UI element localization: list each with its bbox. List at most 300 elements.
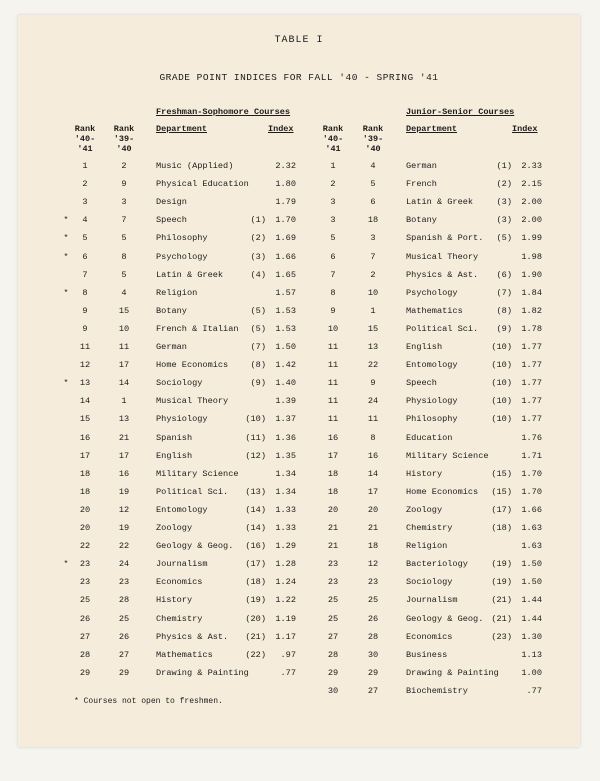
junior-index: 1.70: [521, 486, 542, 497]
freshman-department: Mathematics: [156, 649, 213, 660]
freshman-rank-number: (9): [250, 378, 266, 389]
freshman-rank-number: (20): [245, 613, 266, 624]
junior-rank-39-40: 26: [367, 613, 379, 624]
junior-department: Chemistry: [406, 523, 453, 533]
junior-rank-40-41: 11: [327, 360, 339, 371]
freshman-rank-39-40: 13: [118, 414, 130, 425]
junior-department: Drawing & Painting: [406, 667, 499, 678]
junior-index: 1.63: [521, 523, 542, 533]
junior-index: 1.77: [521, 360, 542, 371]
freshman-index: 1.69: [275, 233, 296, 244]
junior-rank-39-40: 10: [367, 287, 379, 298]
left-header-index: Index: [268, 124, 294, 134]
freshman-rank-40-41: 1: [82, 161, 88, 171]
freshman-rank-39-40: 17: [118, 360, 130, 371]
left-section-heading: Freshman-Sophomore Courses: [156, 107, 291, 117]
freshman-department: Economics: [156, 577, 203, 588]
freshman-rank-40-41: 25: [79, 595, 91, 606]
junior-rank-39-40: 3: [370, 233, 376, 244]
junior-rank-number: (19): [491, 559, 512, 570]
freshman-index: 1.37: [275, 414, 296, 425]
freshman-rank-40-41: 6: [82, 251, 88, 262]
footnote: * Courses not open to freshmen.: [74, 697, 223, 706]
junior-department: Political Sci.: [406, 323, 479, 334]
junior-index: 1.78: [521, 323, 542, 334]
junior-department: French: [406, 179, 437, 190]
junior-rank-39-40: 27: [367, 685, 379, 696]
junior-rank-number: (9): [496, 323, 512, 334]
freshman-rank-40-41: 23: [79, 577, 91, 588]
freshman-index: 1.28: [275, 559, 296, 570]
junior-department: Biochemistry: [406, 685, 468, 696]
junior-department: Geology & Geog.: [406, 613, 484, 624]
freshman-department: Spanish: [156, 432, 193, 443]
freshman-rank-number: (7): [250, 342, 266, 352]
freshman-department: Latin & Greek: [156, 269, 224, 280]
junior-index: 1.77: [521, 396, 542, 407]
freshman-index: 1.53: [275, 305, 296, 316]
junior-rank-40-41: 30: [327, 685, 339, 696]
freshman-department: History: [156, 595, 193, 606]
freshman-index: 1.36: [275, 432, 296, 443]
junior-rank-40-41: 3: [330, 215, 336, 226]
junior-department: Botany: [406, 215, 437, 226]
junior-rank-40-41: 6: [330, 251, 336, 262]
freshman-rank-40-41: 3: [82, 197, 88, 208]
junior-rank-39-40: 1: [370, 305, 376, 316]
freshman-department: Zoology: [156, 523, 193, 533]
junior-index: 1.66: [521, 504, 542, 515]
junior-department: Physics & Ast.: [406, 269, 479, 280]
junior-rank-40-41: 29: [327, 667, 339, 678]
freshman-rank-39-40: 24: [118, 559, 130, 570]
freshman-rank-number: (2): [250, 233, 266, 244]
junior-index: 1.90: [521, 269, 542, 280]
junior-rank-39-40: 20: [367, 504, 379, 515]
junior-department: German: [406, 161, 437, 171]
freshman-index: 1.80: [275, 179, 296, 190]
freshman-rank-40-41: 8: [82, 287, 88, 298]
freshman-rank-40-41: 23: [79, 559, 91, 570]
junior-rank-39-40: 16: [367, 450, 379, 461]
freshman-rank-40-41: 27: [79, 631, 91, 642]
junior-rank-number: (10): [491, 360, 512, 371]
junior-rank-40-41: 8: [330, 287, 336, 298]
junior-rank-39-40: 22: [367, 360, 379, 371]
right-header-rank-39-40: Rank '39- '40: [362, 124, 384, 154]
freshman-rank-40-41: 18: [79, 486, 91, 497]
junior-rank-39-40: 18: [367, 215, 379, 226]
freshman-index: 1.24: [275, 577, 296, 588]
junior-rank-number: (3): [496, 197, 512, 208]
junior-rank-40-41: 3: [330, 197, 336, 208]
right-header-rank-40-41: Rank '40- '41: [322, 124, 344, 154]
junior-rank-number: (21): [491, 613, 512, 624]
junior-rank-39-40: 28: [367, 631, 379, 642]
freshman-rank-40-41: 26: [79, 613, 91, 624]
freshman-course-star: *: [63, 287, 69, 298]
junior-department: Zoology: [406, 504, 443, 515]
freshman-rank-39-40: 10: [118, 323, 130, 334]
freshman-rank-39-40: 26: [118, 631, 130, 642]
freshman-rank-40-41: 7: [82, 269, 88, 280]
junior-index: 1.50: [521, 577, 542, 588]
junior-rank-number: (3): [496, 215, 512, 226]
freshman-rank-39-40: 17: [118, 450, 130, 461]
junior-rank-39-40: 17: [367, 486, 379, 497]
freshman-index: 1.34: [275, 486, 296, 497]
freshman-index: 1.66: [275, 251, 296, 262]
freshman-rank-39-40: 5: [121, 233, 127, 244]
freshman-index: 1.19: [275, 613, 296, 624]
freshman-department: Physics & Ast.: [156, 631, 229, 642]
junior-department: Journalism: [406, 595, 458, 606]
freshman-department: Chemistry: [156, 613, 203, 624]
junior-rank-40-41: 21: [327, 541, 339, 552]
junior-rank-40-41: 18: [327, 468, 339, 479]
junior-index: 1.77: [521, 342, 542, 352]
junior-index: 1.00: [521, 667, 542, 678]
freshman-rank-number: (1): [250, 215, 266, 226]
freshman-rank-40-41: 20: [79, 504, 91, 515]
freshman-rank-number: (21): [245, 631, 266, 642]
junior-rank-40-41: 7: [330, 269, 336, 280]
junior-rank-39-40: 2: [370, 269, 376, 280]
junior-rank-39-40: 30: [367, 649, 379, 660]
junior-rank-40-41: 25: [327, 613, 339, 624]
freshman-rank-39-40: 29: [118, 667, 130, 678]
junior-rank-39-40: 5: [370, 179, 376, 190]
freshman-rank-39-40: 19: [118, 486, 130, 497]
junior-index: 1.76: [521, 432, 542, 443]
freshman-rank-40-41: 13: [79, 378, 91, 389]
junior-rank-40-41: 27: [327, 631, 339, 642]
freshman-rank-39-40: 25: [118, 613, 130, 624]
freshman-index: 1.17: [275, 631, 296, 642]
junior-rank-number: (6): [496, 269, 512, 280]
freshman-rank-40-41: 5: [82, 233, 88, 244]
junior-index: 1.50: [521, 559, 542, 570]
freshman-rank-40-41: 28: [79, 649, 91, 660]
junior-rank-39-40: 9: [370, 378, 376, 389]
freshman-rank-number: (22): [245, 649, 266, 660]
freshman-rank-number: (19): [245, 595, 266, 606]
freshman-index: 1.57: [275, 287, 296, 298]
freshman-rank-39-40: 19: [118, 523, 130, 533]
freshman-rank-40-41: 9: [82, 323, 88, 334]
freshman-department: Physical Education: [156, 179, 249, 190]
freshman-index: 1.35: [275, 450, 296, 461]
junior-rank-number: (15): [491, 486, 512, 497]
freshman-rank-40-41: 11: [79, 342, 91, 352]
freshman-course-star: *: [63, 233, 69, 244]
freshman-department: English: [156, 450, 193, 461]
junior-rank-39-40: 23: [367, 577, 379, 588]
junior-index: 1.13: [521, 649, 542, 660]
junior-rank-number: (10): [491, 378, 512, 389]
junior-rank-number: (19): [491, 577, 512, 588]
freshman-rank-40-41: 9: [82, 305, 88, 316]
freshman-rank-40-41: 14: [79, 396, 91, 407]
junior-department: Physiology: [406, 396, 458, 407]
junior-rank-39-40: 24: [367, 396, 379, 407]
junior-index: 2.00: [521, 215, 542, 226]
document-page: [18, 15, 580, 747]
freshman-rank-40-41: 2: [82, 179, 88, 190]
freshman-department: Musical Theory: [156, 396, 229, 407]
junior-rank-40-41: 21: [327, 523, 339, 533]
junior-department: Religion: [406, 541, 448, 552]
junior-department: Military Science: [406, 450, 489, 461]
freshman-department: Botany: [156, 305, 187, 316]
freshman-index: 2.32: [275, 161, 296, 171]
junior-rank-number: (21): [491, 595, 512, 606]
freshman-index: 1.39: [275, 396, 296, 407]
junior-rank-number: (18): [491, 523, 512, 533]
freshman-index: 1.33: [275, 523, 296, 533]
freshman-rank-39-40: 28: [118, 595, 130, 606]
right-header-department: Department: [406, 124, 458, 134]
junior-department: Mathematics: [406, 305, 463, 316]
freshman-rank-number: (17): [245, 559, 266, 570]
junior-rank-40-41: 11: [327, 414, 339, 425]
freshman-rank-40-41: 17: [79, 450, 91, 461]
freshman-rank-39-40: 8: [121, 251, 127, 262]
junior-index: 2.00: [521, 197, 542, 208]
freshman-course-star: *: [63, 378, 69, 389]
freshman-rank-40-41: 12: [79, 360, 91, 371]
junior-index: 1.77: [521, 414, 542, 425]
junior-rank-39-40: 14: [367, 468, 379, 479]
freshman-rank-number: (5): [250, 323, 266, 334]
left-header-department: Department: [156, 124, 208, 134]
junior-department: Speech: [406, 378, 437, 389]
junior-rank-number: (17): [491, 504, 512, 515]
freshman-index: 1.33: [275, 504, 296, 515]
freshman-department: Entomology: [156, 504, 208, 515]
junior-rank-39-40: 29: [367, 667, 379, 678]
junior-index: 1.44: [521, 595, 542, 606]
freshman-department: Design: [156, 197, 187, 208]
junior-rank-40-41: 11: [327, 342, 339, 352]
freshman-department: French & Italian: [156, 323, 239, 334]
junior-rank-number: (7): [496, 287, 512, 298]
junior-department: Economics: [406, 631, 453, 642]
freshman-department: Political Sci.: [156, 486, 229, 497]
junior-department: History: [406, 468, 443, 479]
junior-rank-number: (23): [491, 631, 512, 642]
junior-rank-40-41: 23: [327, 559, 339, 570]
freshman-rank-40-41: 20: [79, 523, 91, 533]
junior-rank-number: (2): [496, 179, 512, 190]
junior-rank-40-41: 16: [327, 432, 339, 443]
freshman-rank-number: (4): [250, 269, 266, 280]
freshman-rank-39-40: 27: [118, 649, 130, 660]
junior-rank-40-41: 2: [330, 179, 336, 190]
freshman-rank-40-41: 4: [82, 215, 88, 226]
freshman-rank-39-40: 15: [118, 305, 130, 316]
table-subtitle: GRADE POINT INDICES FOR FALL '40 - SPRING '41: [159, 72, 439, 83]
freshman-rank-number: (10): [245, 414, 266, 425]
freshman-rank-39-40: 3: [121, 197, 127, 208]
right-section-heading: Junior-Senior Courses: [406, 107, 515, 117]
freshman-rank-39-40: 2: [121, 161, 127, 171]
junior-index: 2.33: [521, 161, 542, 171]
junior-rank-number: (15): [491, 468, 512, 479]
junior-department: Latin & Greek: [406, 197, 474, 208]
left-header-rank-39-40: Rank '39- '40: [113, 124, 135, 154]
junior-rank-number: (10): [491, 396, 512, 407]
freshman-course-star: *: [63, 215, 69, 226]
freshman-rank-number: (3): [250, 251, 266, 262]
junior-index: 1.84: [521, 287, 542, 298]
freshman-rank-number: (14): [245, 504, 266, 515]
junior-rank-39-40: 12: [367, 559, 379, 570]
freshman-department: Psychology: [156, 251, 208, 262]
freshman-rank-40-41: 29: [79, 667, 91, 678]
junior-index: .77: [526, 685, 542, 696]
freshman-department: Sociology: [156, 378, 203, 389]
freshman-course-star: *: [63, 251, 69, 262]
freshman-rank-39-40: 5: [121, 269, 127, 280]
freshman-department: Journalism: [156, 559, 208, 570]
junior-rank-39-40: 11: [367, 414, 379, 425]
freshman-department: Speech: [156, 215, 187, 226]
freshman-rank-number: (8): [250, 360, 266, 371]
freshman-rank-39-40: 1: [121, 396, 127, 407]
junior-rank-39-40: 6: [370, 197, 376, 208]
junior-rank-40-41: 10: [327, 323, 339, 334]
junior-rank-40-41: 20: [327, 504, 339, 515]
freshman-index: 1.65: [275, 269, 296, 280]
freshman-rank-39-40: 21: [118, 432, 130, 443]
freshman-rank-39-40: 14: [118, 378, 130, 389]
junior-index: 1.30: [521, 631, 542, 642]
freshman-department: Physiology: [156, 414, 208, 425]
junior-department: Psychology: [406, 287, 458, 298]
freshman-index: 1.34: [275, 468, 296, 479]
freshman-rank-39-40: 16: [118, 468, 130, 479]
freshman-rank-39-40: 7: [121, 215, 127, 226]
freshman-rank-40-41: 16: [79, 432, 91, 443]
junior-index: 1.71: [521, 450, 542, 461]
junior-index: 2.15: [521, 179, 542, 190]
freshman-department: Philosophy: [156, 233, 208, 244]
freshman-index: 1.53: [275, 323, 296, 334]
freshman-index: .77: [280, 667, 296, 678]
freshman-rank-number: (5): [250, 305, 266, 316]
junior-rank-40-41: 23: [327, 577, 339, 588]
right-header-index: Index: [512, 124, 538, 134]
junior-rank-number: (8): [496, 305, 512, 316]
junior-rank-40-41: 11: [327, 378, 339, 389]
junior-index: 1.98: [521, 251, 542, 262]
junior-index: 1.77: [521, 378, 542, 389]
junior-department: Education: [406, 432, 453, 443]
junior-rank-number: (1): [496, 161, 512, 171]
freshman-index: 1.29: [275, 541, 296, 552]
freshman-rank-39-40: 22: [118, 541, 130, 552]
freshman-rank-number: (18): [245, 577, 266, 588]
freshman-index: 1.42: [275, 360, 296, 371]
junior-rank-39-40: 8: [370, 432, 376, 443]
junior-rank-40-41: 11: [327, 396, 339, 407]
freshman-rank-number: (16): [245, 541, 266, 552]
junior-rank-40-41: 9: [330, 305, 336, 316]
left-header-rank-40-41: Rank '40- '41: [74, 124, 96, 154]
freshman-index: .97: [280, 649, 296, 660]
junior-index: 1.63: [521, 541, 542, 552]
junior-rank-number: (10): [491, 342, 512, 352]
junior-rank-40-41: 28: [327, 649, 339, 660]
freshman-index: 1.40: [275, 378, 296, 389]
junior-rank-39-40: 25: [367, 595, 379, 606]
junior-department: English: [406, 342, 443, 352]
freshman-index: 1.79: [275, 197, 296, 208]
freshman-rank-39-40: 9: [121, 179, 127, 190]
freshman-rank-40-41: 15: [79, 414, 91, 425]
freshman-rank-number: (11): [245, 432, 266, 443]
freshman-rank-39-40: 23: [118, 577, 130, 588]
junior-rank-39-40: 21: [367, 523, 379, 533]
junior-rank-40-41: 5: [330, 233, 336, 244]
junior-index: 1.82: [521, 305, 542, 316]
freshman-department: Geology & Geog.: [156, 541, 234, 552]
freshman-course-star: *: [63, 559, 69, 570]
junior-rank-number: (5): [496, 233, 512, 244]
freshman-rank-number: (12): [245, 450, 266, 461]
junior-rank-40-41: 25: [327, 595, 339, 606]
junior-department: Entomology: [406, 360, 458, 371]
freshman-rank-39-40: 12: [118, 504, 130, 515]
junior-rank-40-41: 1: [330, 161, 336, 171]
freshman-rank-39-40: 11: [118, 342, 130, 352]
junior-index: 1.44: [521, 613, 542, 624]
junior-department: Sociology: [406, 577, 453, 588]
freshman-rank-40-41: 18: [79, 468, 91, 479]
junior-rank-39-40: 7: [370, 251, 376, 262]
freshman-rank-40-41: 22: [79, 541, 91, 552]
junior-rank-39-40: 18: [367, 541, 379, 552]
junior-department: Bacteriology: [406, 559, 468, 570]
junior-department: Philosophy: [406, 414, 458, 425]
table-title: TABLE I: [274, 35, 324, 46]
freshman-department: Religion: [156, 287, 198, 298]
freshman-department: Home Economics: [156, 360, 229, 371]
junior-rank-39-40: 15: [367, 323, 379, 334]
freshman-index: 1.50: [275, 342, 296, 352]
junior-rank-39-40: 13: [367, 342, 379, 352]
freshman-department: Music (Applied): [156, 161, 234, 171]
junior-index: 1.70: [521, 468, 542, 479]
junior-department: Business: [406, 649, 448, 660]
freshman-rank-number: (13): [245, 486, 266, 497]
freshman-department: Drawing & Painting: [156, 667, 249, 678]
freshman-index: 1.70: [275, 215, 296, 226]
freshman-rank-number: (14): [245, 523, 266, 533]
junior-rank-number: (10): [491, 414, 512, 425]
junior-rank-40-41: 17: [327, 450, 339, 461]
junior-department: Home Economics: [406, 486, 479, 497]
freshman-index: 1.22: [275, 595, 296, 606]
junior-department: Musical Theory: [406, 251, 479, 262]
freshman-department: German: [156, 342, 187, 352]
junior-index: 1.99: [521, 233, 542, 244]
freshman-rank-39-40: 4: [121, 287, 127, 298]
freshman-department: Military Science: [156, 468, 239, 479]
junior-rank-39-40: 4: [370, 161, 376, 171]
junior-rank-40-41: 18: [327, 486, 339, 497]
